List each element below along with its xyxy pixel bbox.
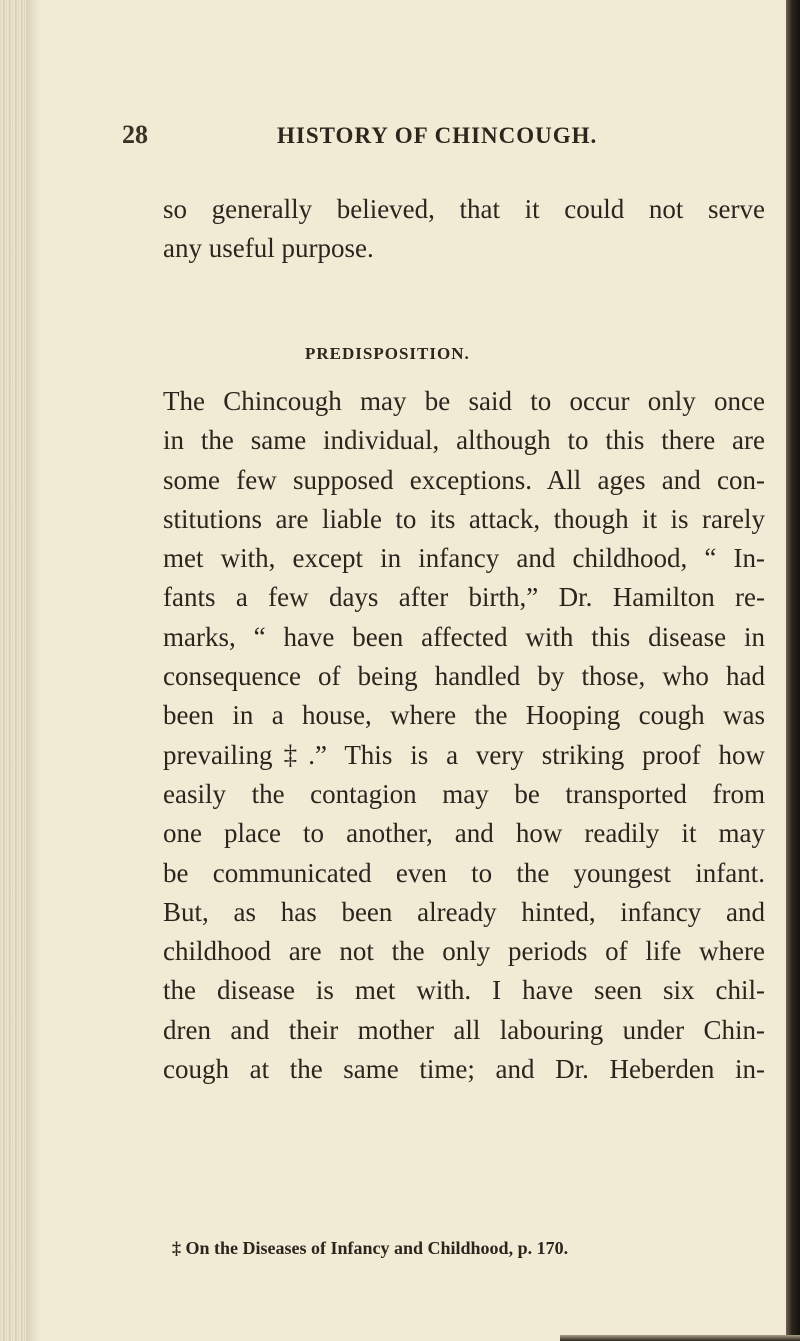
text-line: be communicated even to the youngest infant. xyxy=(163,857,765,888)
binding-gutter xyxy=(0,0,26,1341)
text-line: marks, “ have been affected with this disease in xyxy=(163,621,765,652)
text-line: stitutions are liable to its attack, though it is rarely xyxy=(163,503,765,534)
text-line: The Chincough may be said to occur only once xyxy=(163,386,765,416)
text-line: so generally believed, that it could not serve xyxy=(163,194,765,224)
section-heading: PREDISPOSITION. xyxy=(305,344,470,363)
text-line: any useful purpose. xyxy=(163,233,374,264)
gutter-shadow xyxy=(26,0,40,1341)
text-line: in the same individual, although to this there are xyxy=(163,425,765,456)
text-line: fants a few days after birth,” Dr. Hamilton re- xyxy=(163,582,765,613)
page-number: 28 xyxy=(122,120,148,149)
text-line: easily the contagion may be transported from xyxy=(163,778,765,809)
paragraph-continued xyxy=(163,190,765,269)
text-line: dren and their mother all labouring under Chin- xyxy=(163,1014,765,1045)
running-head: HISTORY OF CHINCOUGH. xyxy=(277,123,598,148)
footnote: ‡ On the Diseases of Infancy and Childhood, p. 170. xyxy=(172,1238,569,1258)
text-line: the disease is met with. I have seen six chil- xyxy=(163,975,765,1006)
paragraph-predisposition xyxy=(163,382,765,1089)
page-edge xyxy=(786,0,800,1341)
text-line: one place to another, and how readily it may xyxy=(163,818,765,849)
text-line: childhood are not the only periods of life where xyxy=(163,936,765,967)
text-line: been in a house, where the Hooping cough was xyxy=(163,700,765,731)
text-line: met with, except in infancy and childhood, “ In- xyxy=(163,543,765,574)
page-bottom-edge xyxy=(560,1335,800,1341)
text-line: some few supposed exceptions. All ages and con- xyxy=(163,464,765,495)
text-line: cough at the same time; and Dr. Heberden in- xyxy=(163,1054,765,1085)
text-line: But, as has been already hinted, infancy and xyxy=(163,896,765,927)
text-line: prevailing‡.” This is a very striking proof how xyxy=(163,739,765,770)
text-line: consequence of being handled by those, who had xyxy=(163,661,765,692)
